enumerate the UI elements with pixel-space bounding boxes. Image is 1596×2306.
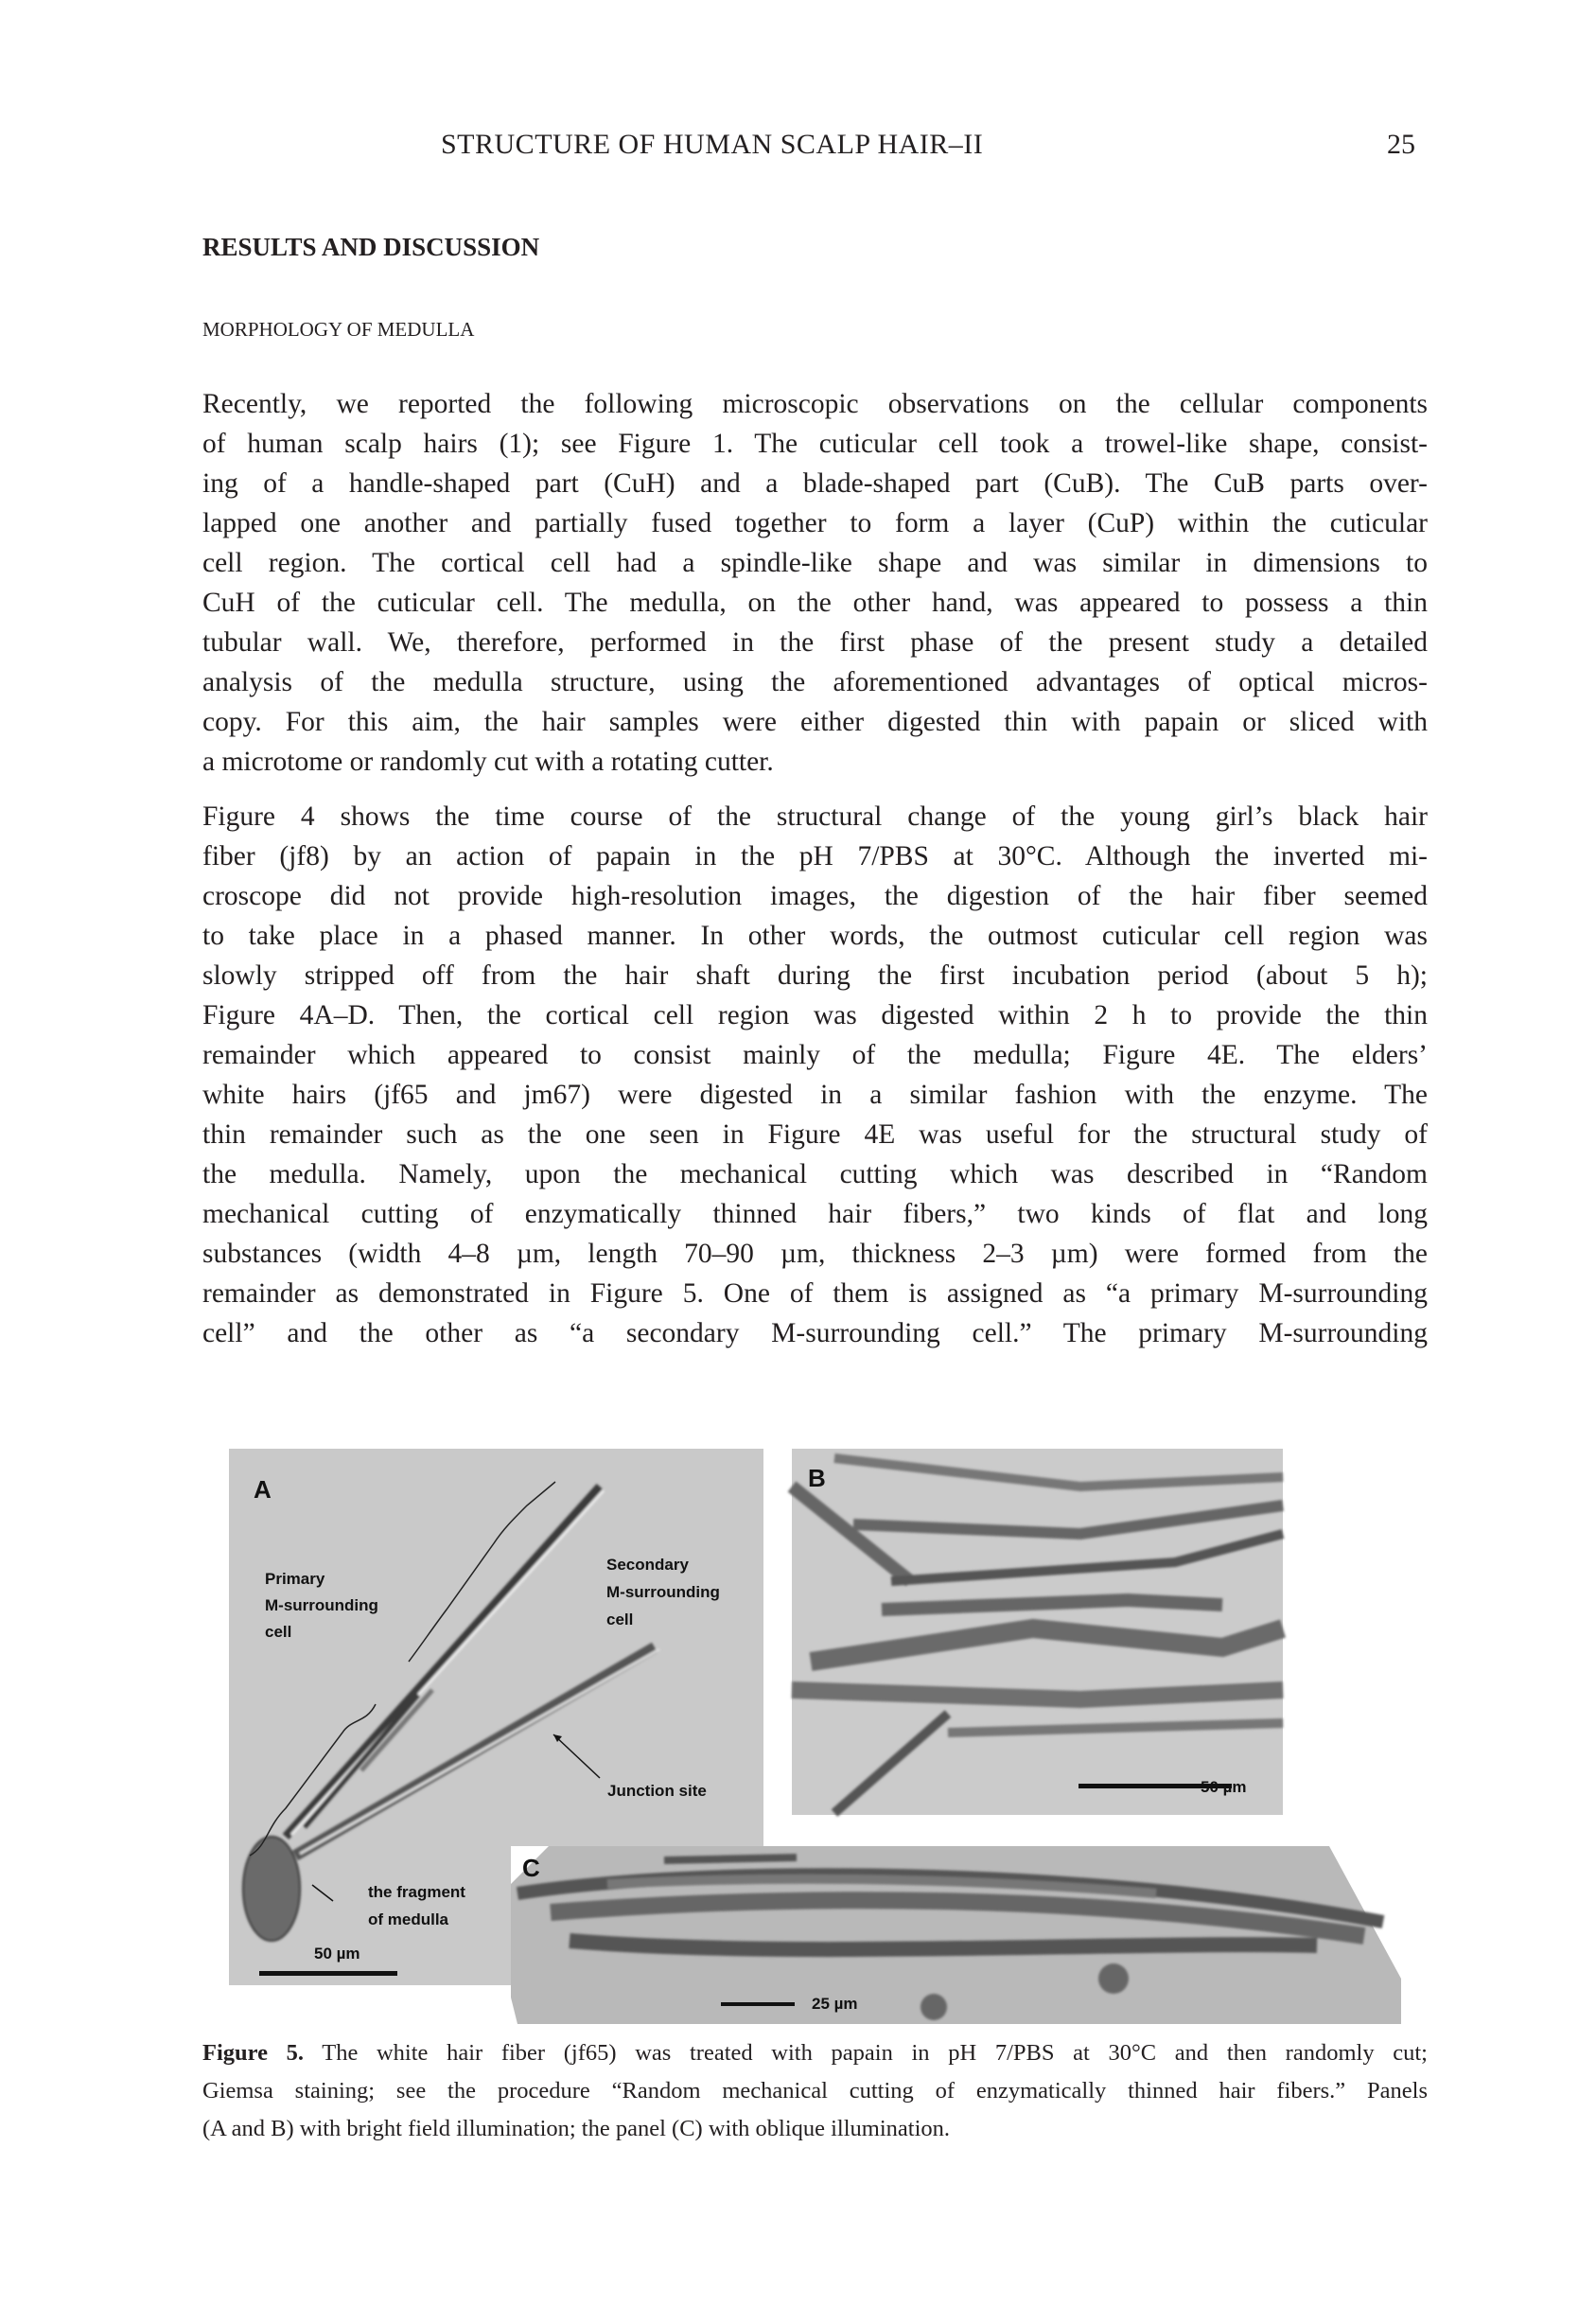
running-title: STRUCTURE OF HUMAN SCALP HAIR–II: [441, 129, 984, 160]
text-line: slowly stripped off from the hair shaft during the first incubation period (about 5 h);: [202, 960, 1428, 991]
text-line: croscope did not provide high-resolution images, the digestion of the hair fiber seemed: [202, 881, 1428, 911]
figure-caption: [202, 2034, 1428, 2148]
caption-line: Giemsa staining; see the procedure “Random mechanical cutting of enzymatically thinned hair fibers.” Panels: [202, 2078, 1428, 2104]
text-line: CuH of the cuticular cell. The medulla, on the other hand, was appeared to possess a thin: [202, 588, 1428, 618]
text-line: substances (width 4–8 µm, length 70–90 µm, thickness 2–3 µm) were formed from the: [202, 1239, 1428, 1269]
panel-c-scale-label: 25 µm: [812, 1995, 858, 2013]
subsection-heading: MORPHOLOGY OF MEDULLA: [202, 318, 475, 341]
paragraph-2: [202, 797, 1428, 1353]
panel-b: [792, 1449, 1283, 1815]
text-line: remainder which appeared to consist mainly of the medulla; Figure 4E. The elders’: [202, 1040, 1428, 1070]
section-heading: RESULTS AND DISCUSSION: [202, 233, 540, 261]
panel-a-scale-bar: [259, 1971, 397, 1976]
text-line: copy. For this aim, the hair samples were either digested thin with papain or sliced with: [202, 707, 1428, 737]
text-line: a microtome or randomly cut with a rotating cutter.: [202, 747, 774, 777]
panel-c-scale-bar: [721, 2002, 795, 2006]
secondary-label-3: cell: [606, 1611, 634, 1628]
fragment-label-1: the fragment: [368, 1883, 465, 1901]
text-line: fiber (jf8) by an action of papain in the pH 7/PBS at 30°C. Although the inverted mi-: [202, 841, 1428, 871]
junction-label: Junction site: [607, 1782, 707, 1800]
text-line: cell region. The cortical cell had a spindle-like shape and was similar in dimensions to: [202, 548, 1428, 578]
primary-label-2: M-surrounding: [265, 1596, 378, 1614]
caption-line: (A and B) with bright field illumination; the panel (C) with oblique illumination.: [202, 2116, 951, 2141]
text-line: lapped one another and partially fused together to form a layer (CuP) within the cuticular: [202, 508, 1428, 538]
panel-b-scale-label: 50 µm: [1201, 1778, 1247, 1796]
panel-a-label: A: [254, 1475, 272, 1504]
caption-line: [202, 2034, 1428, 2072]
primary-label-3: cell: [265, 1623, 292, 1641]
text-line: Figure 4 shows the time course of the structural change of the young girl’s black hair: [202, 801, 1428, 832]
panel-c: [511, 1846, 1401, 2024]
micrograph-figure: [229, 1449, 1401, 2024]
panel-c-label: C: [522, 1854, 540, 1882]
paragraph-1: [202, 384, 1428, 782]
text-line: thin remainder such as the one seen in Figure 4E was useful for the structural study of: [202, 1119, 1428, 1150]
caption-text: The white hair fiber (jf65) was treated with papain in pH 7/PBS at 30°C and then randomly cut;: [322, 2040, 1428, 2066]
figure-5: [229, 1449, 1401, 2024]
text-line: to take place in a phased manner. In other words, the outmost cuticular cell region was: [202, 921, 1428, 951]
fragment-label-2: of medulla: [368, 1910, 449, 1928]
secondary-label-2: M-surrounding: [606, 1583, 720, 1601]
secondary-label-1: Secondary: [606, 1556, 689, 1574]
page-number: 25: [1387, 129, 1415, 160]
text-line: cell” and the other as “a secondary M-surrounding cell.” The primary M-surrounding: [202, 1318, 1428, 1348]
text-line: analysis of the medulla structure, using the aforementioned advantages of optical micros-: [202, 667, 1428, 697]
text-line: the medulla. Namely, upon the mechanical cutting which was described in “Random: [202, 1159, 1428, 1189]
text-line: remainder as demonstrated in Figure 5. One of them is assigned as “a primary M-surrounding: [202, 1278, 1428, 1309]
panel-a-scale-label: 50 µm: [314, 1945, 360, 1963]
text-line: mechanical cutting of enzymatically thinned hair fibers,” two kinds of flat and long: [202, 1199, 1428, 1229]
text-line: Figure 4A–D. Then, the cortical cell region was digested within 2 h to provide the thin: [202, 1000, 1428, 1030]
caption-label: Figure 5.: [202, 2040, 304, 2066]
text-line: white hairs (jf65 and jm67) were digested in a similar fashion with the enzyme. The: [202, 1080, 1428, 1110]
text-line: tubular wall. We, therefore, performed in the first phase of the present study a detailed: [202, 627, 1428, 658]
text-line: of human scalp hairs (1); see Figure 1. The cuticular cell took a trowel-like shape, consist-: [202, 429, 1428, 459]
text-line: ing of a handle-shaped part (CuH) and a blade-shaped part (CuB). The CuB parts over-: [202, 468, 1428, 499]
primary-label-1: Primary: [265, 1570, 325, 1588]
panel-b-label: B: [808, 1464, 826, 1492]
text-line: Recently, we reported the following microscopic observations on the cellular components: [202, 389, 1428, 419]
